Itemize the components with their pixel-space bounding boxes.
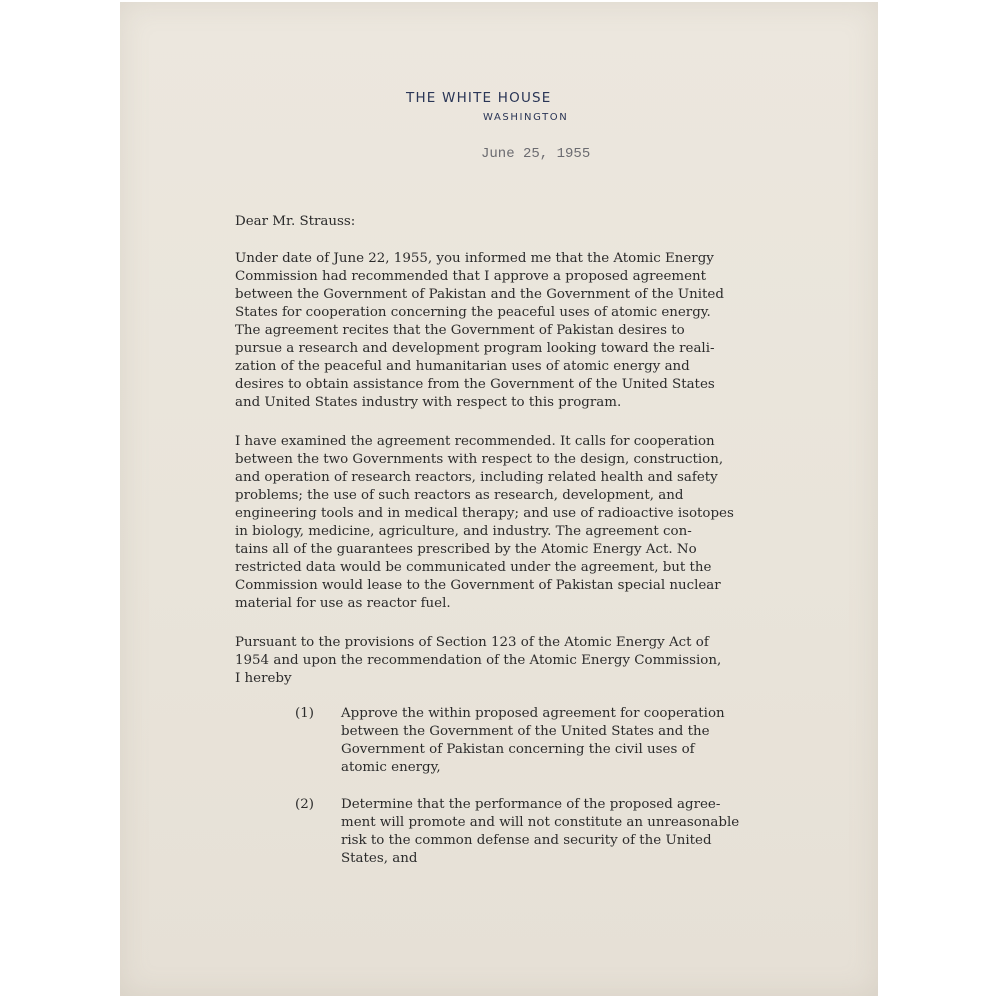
letterhead-title: THE WHITE HOUSE — [406, 90, 552, 106]
item-line: atomic energy, — [341, 760, 441, 775]
paragraph-line: between the Government of Pakistan and the Government of the United — [235, 287, 724, 302]
paragraph-line: and United States industry with respect to this program. — [235, 395, 622, 410]
item-line: Determine that the performance of the proposed agree- — [341, 797, 721, 812]
paragraph-line: Commission would lease to the Government of Pakistan special nuclear — [235, 578, 721, 593]
paragraph-3 — [235, 634, 721, 688]
item-line: States, and — [341, 851, 418, 866]
item-1-text — [341, 705, 725, 777]
paragraph-2 — [235, 433, 734, 613]
paragraph-line: Commission had recommended that I approve a proposed agreement — [235, 269, 707, 284]
item-number-1: (1) — [295, 706, 314, 721]
item-number-2: (2) — [295, 797, 314, 812]
paragraph-line: problems; the use of such reactors as research, development, and — [235, 488, 684, 503]
paragraph-line: I hereby — [235, 671, 292, 686]
paragraph-line: between the two Governments with respect to the design, construction, — [235, 452, 724, 467]
paragraph-line: Under date of June 22, 1955, you informed me that the Atomic Energy — [235, 251, 714, 266]
item-line: ment will promote and will not constitute an unreasonable — [341, 815, 740, 830]
item-2-text — [341, 796, 739, 868]
item-line: Approve the within proposed agreement for cooperation — [341, 706, 725, 721]
paragraph-line: restricted data would be communicated under the agreement, but the — [235, 560, 712, 575]
paragraph-line: and operation of research reactors, including related health and safety — [235, 470, 718, 485]
letterhead-subtitle: WASHINGTON — [483, 112, 569, 123]
paragraph-line: 1954 and upon the recommendation of the Atomic Energy Commission, — [235, 653, 722, 668]
paragraph-line: material for use as reactor fuel. — [235, 596, 451, 611]
salutation: Dear Mr. Strauss: — [235, 214, 356, 229]
letter-date: June 25, 1955 — [481, 146, 591, 162]
paragraph-line: engineering tools and in medical therapy; and use of radioactive isotopes — [235, 506, 734, 521]
item-line: Government of Pakistan concerning the civil uses of — [341, 742, 695, 757]
paragraph-line: States for cooperation concerning the peaceful uses of atomic energy. — [235, 305, 711, 320]
paragraph-line: pursue a research and development program looking toward the reali- — [235, 341, 715, 356]
paragraph-line: The agreement recites that the Government of Pakistan desires to — [235, 323, 685, 338]
item-line: risk to the common defense and security of the United — [341, 833, 712, 848]
paragraph-line: in biology, medicine, agriculture, and industry. The agreement con- — [235, 524, 692, 539]
paragraph-line: zation of the peaceful and humanitarian uses of atomic energy and — [235, 359, 690, 374]
paragraph-1 — [235, 250, 724, 412]
paragraph-line: tains all of the guarantees prescribed by the Atomic Energy Act. No — [235, 542, 697, 557]
paragraph-line: desires to obtain assistance from the Government of the United States — [235, 377, 715, 392]
letter-page — [120, 2, 878, 996]
item-line: between the Government of the United States and the — [341, 724, 710, 739]
paragraph-line: Pursuant to the provisions of Section 123 of the Atomic Energy Act of — [235, 635, 709, 650]
paragraph-line: I have examined the agreement recommended. It calls for cooperation — [235, 434, 715, 449]
